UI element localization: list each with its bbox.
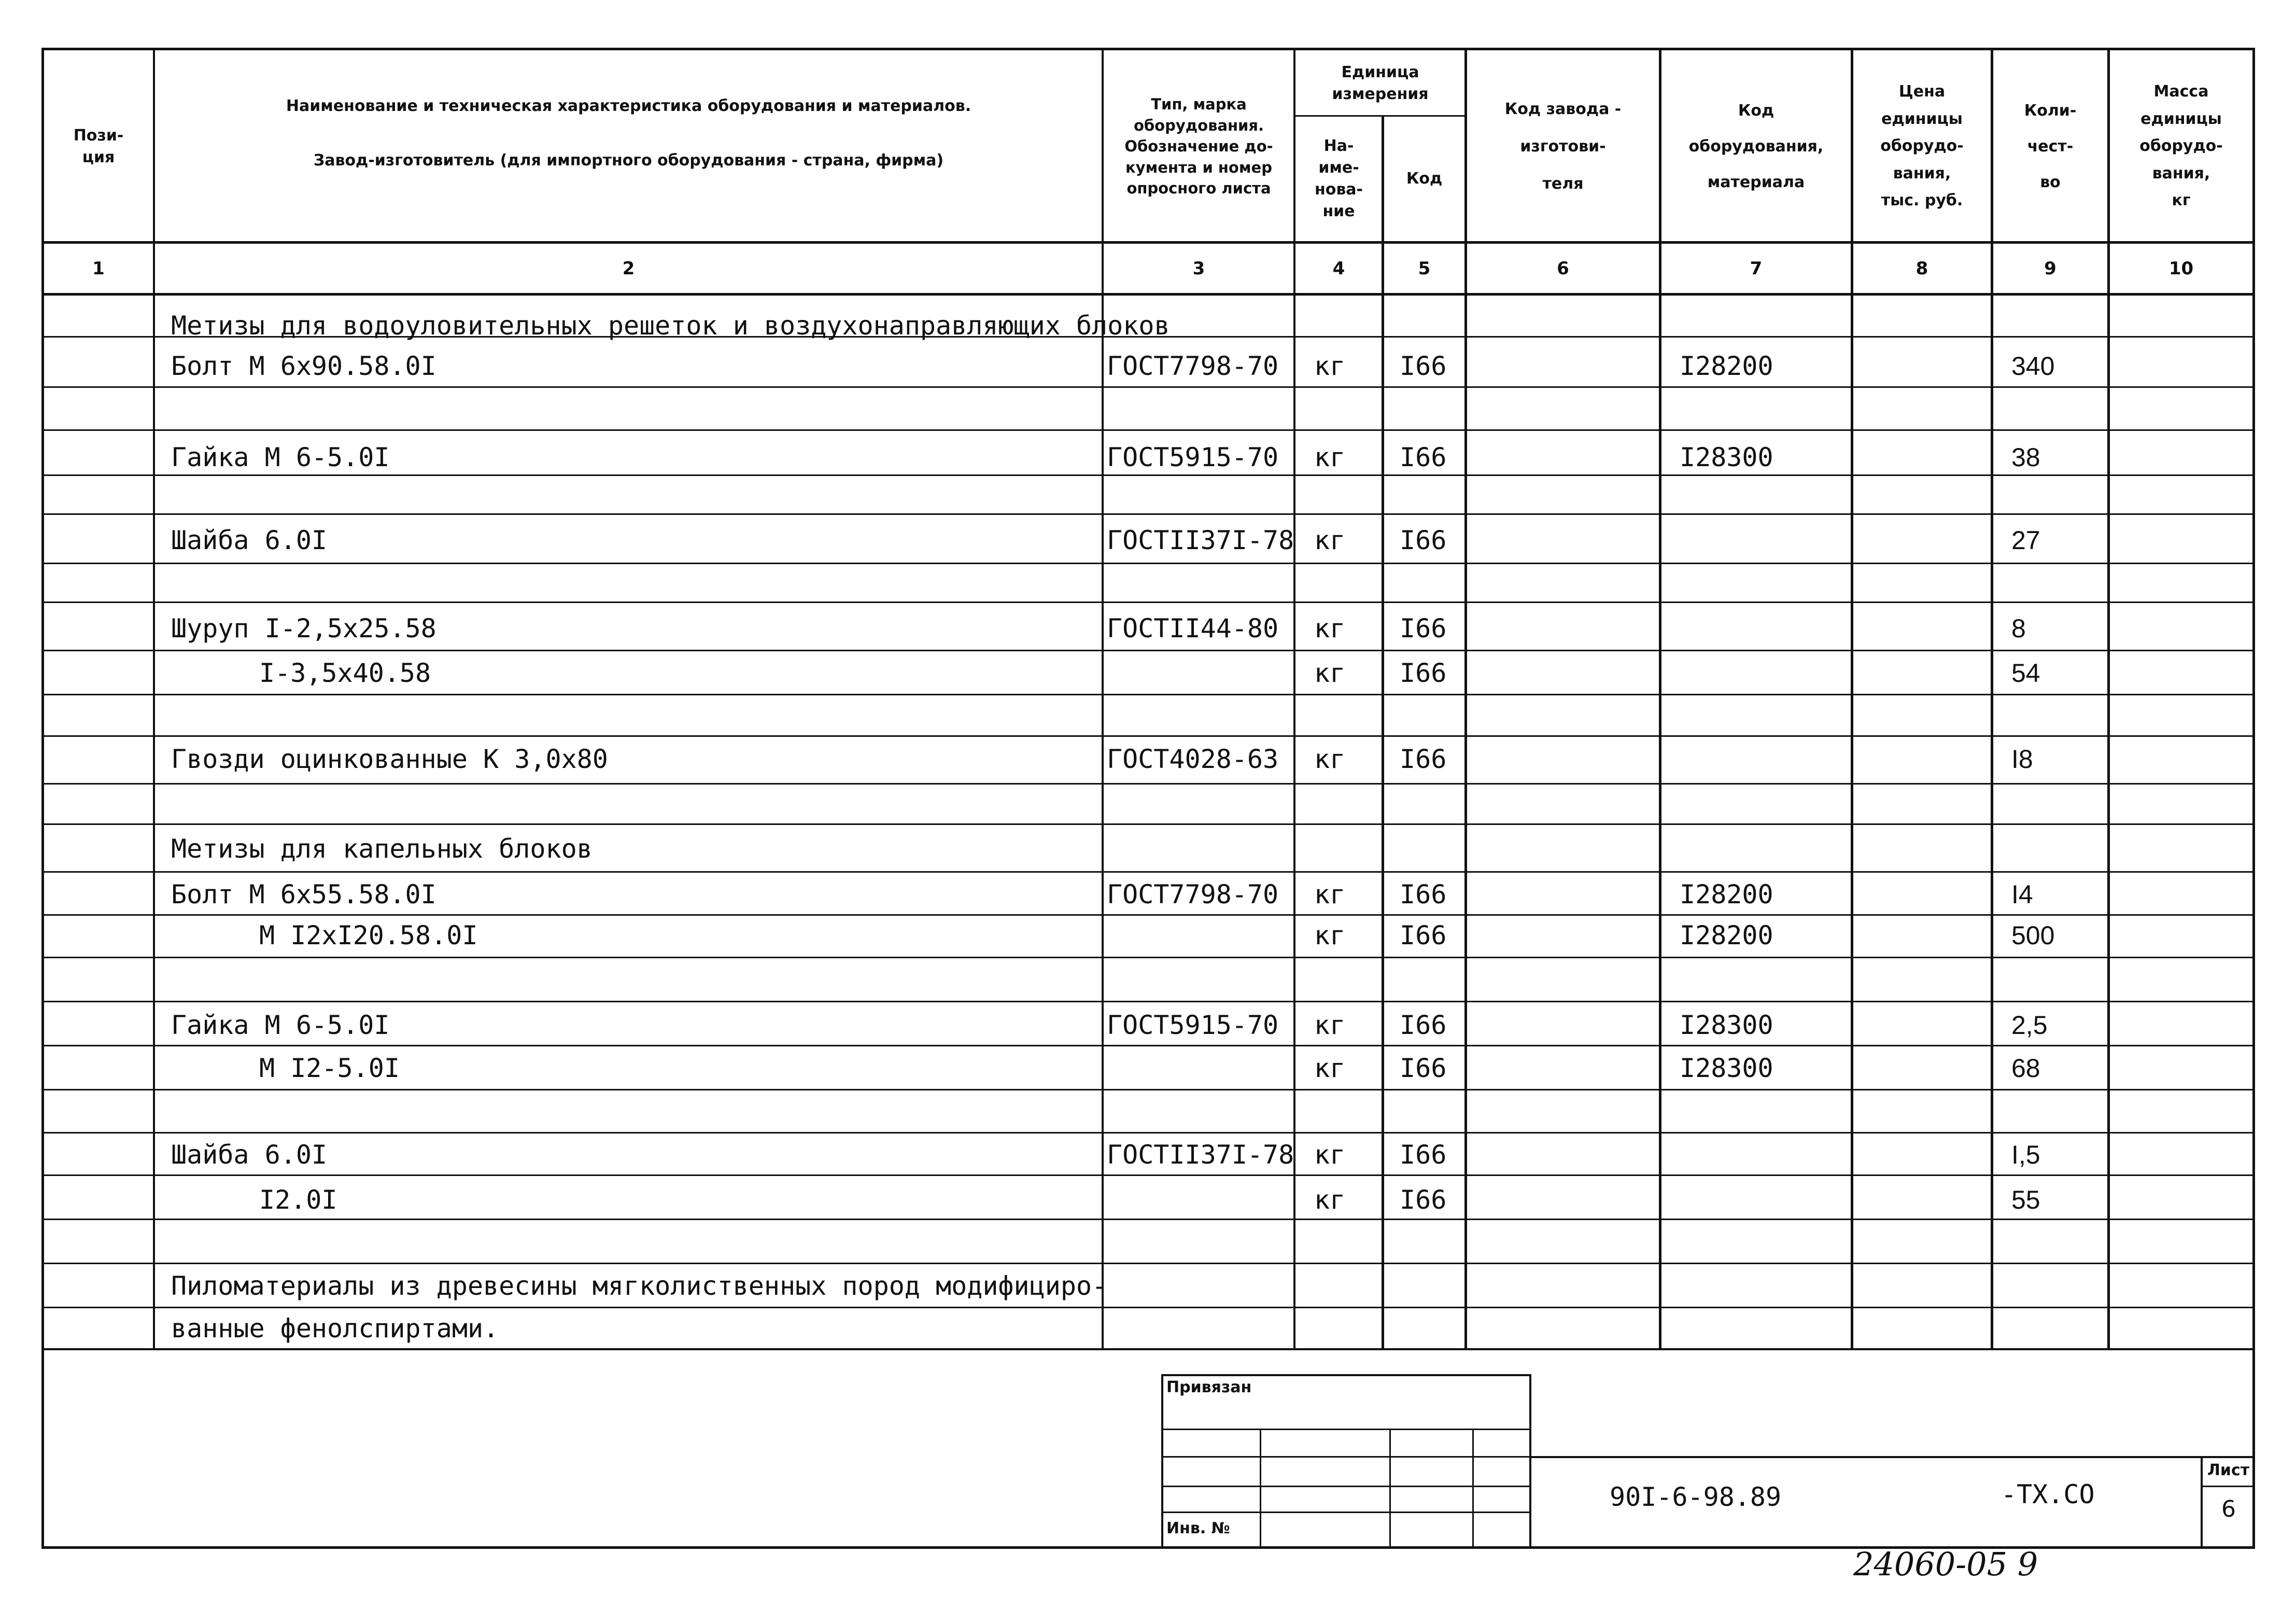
row-qty: 500 (2011, 921, 2055, 950)
sheet-label: Лист (2207, 1461, 2250, 1479)
row-qty: 38 (2011, 443, 2040, 472)
row-name: Шуруп I-2,5х25.58 (171, 613, 436, 643)
row-unit: кг (1314, 879, 1346, 910)
row-line (41, 823, 2255, 825)
sheet-number: 6 (2221, 1496, 2236, 1522)
row-name: Метизы для капельных блоков (171, 834, 593, 864)
col-sep-1 (153, 48, 155, 1348)
archive-number: 24060-05 9 (1853, 1545, 2038, 1583)
row-unit: кг (1314, 658, 1346, 688)
header-unit-name: На- име- нова- ние (1314, 137, 1363, 220)
row-qty: 8 (2011, 614, 2026, 643)
stamp-line (1529, 1456, 2255, 1458)
row-qty: 27 (2011, 526, 2040, 555)
row-line (41, 563, 2255, 564)
row-name: Гайка М 6-5.0I (171, 1010, 390, 1040)
stamp-line (1529, 1374, 1531, 1549)
row-name: I-3,5х40.58 (259, 658, 431, 688)
row-name: М I2хI20.58.0I (259, 920, 478, 950)
row-name: Гайка М 6-5.0I (171, 442, 390, 472)
stamp-line (2201, 1486, 2255, 1487)
row-unit: кг (1314, 920, 1346, 950)
row-qty: 68 (2011, 1054, 2040, 1083)
colnum-3: 3 (1192, 258, 1205, 279)
colnum-8: 8 (1915, 258, 1928, 279)
row-unit-code: I66 (1400, 442, 1447, 472)
row-line (41, 735, 2255, 737)
row-unit-code: I66 (1400, 920, 1447, 950)
row-unit-code: I66 (1400, 879, 1447, 910)
row-line (41, 1001, 2255, 1002)
row-name: М I2-5.0I (259, 1053, 400, 1083)
row-code: I28300 (1680, 442, 1773, 472)
stamp-line (1161, 1374, 1163, 1549)
document-code: 90I-6-98.89 (1610, 1482, 1782, 1512)
row-line (41, 1219, 2255, 1220)
row-unit: кг (1314, 1010, 1346, 1040)
row-unit: кг (1314, 1053, 1346, 1083)
row-unit-code: I66 (1400, 351, 1447, 381)
header-position: Пози- ция (73, 126, 124, 166)
row-unit: кг (1314, 351, 1346, 381)
colnum-1: 1 (92, 258, 105, 279)
col-sep-2 (1102, 48, 1104, 1348)
row-name: ванные фенолспиртами. (171, 1313, 499, 1344)
row-qty: I4 (2011, 880, 2033, 909)
header-price: Цена единицы оборудо- вания, тыс. руб. (1880, 82, 1964, 210)
row-qty: 2,5 (2011, 1011, 2048, 1040)
row-doc: ГОСТ4028-63 (1107, 744, 1279, 774)
row-unit-code: I66 (1400, 1140, 1447, 1170)
stamp-line (1161, 1374, 1529, 1376)
row-unit: кг (1314, 1185, 1346, 1215)
row-doc: ГОСТ5915-70 (1107, 442, 1279, 472)
header-quantity: Коли- чест- во (2024, 102, 2077, 191)
row-name: Пиломатериалы из древесины мягколиственных пород модифициро- (171, 1271, 1108, 1301)
row-name: Болт М 6х90.58.0I (171, 351, 436, 381)
header-name-line1: Наименование и техническая характеристика оборудования и материалов. (286, 97, 971, 115)
row-name: Болт М 6х55.58.0I (171, 879, 436, 910)
stamp-line (1161, 1512, 1529, 1513)
row-code: I28300 (1680, 1053, 1773, 1083)
stamp-inventory-label: Инв. № (1166, 1519, 1230, 1537)
stamp-line (1161, 1486, 1529, 1487)
header-name-line2: Завод-изготовитель (для импортного оборудования - страна, фирма) (313, 151, 944, 170)
row-name: Метизы для водоуловительных решеток и воздухонаправляющих блоков (171, 311, 1170, 341)
row-name: I2.0I (259, 1185, 337, 1215)
col-sep-4 (1382, 115, 1384, 1348)
row-code: I28200 (1680, 351, 1773, 381)
row-unit-code: I66 (1400, 744, 1447, 774)
row-unit: кг (1314, 442, 1346, 472)
row-line (41, 783, 2255, 785)
colnum-4: 4 (1332, 258, 1345, 279)
row-unit-code: I66 (1400, 1010, 1447, 1040)
row-unit-code: I66 (1400, 1185, 1447, 1215)
row-unit: кг (1314, 525, 1346, 555)
header-type: Тип, марка оборудования. Обозначение до- кумента и номер опросного листа (1124, 95, 1273, 198)
row-qty: 54 (2011, 659, 2040, 688)
row-code: I28200 (1680, 879, 1773, 910)
stamp-line (1161, 1429, 1529, 1430)
row-doc: ГОСТ5915-70 (1107, 1010, 1279, 1040)
row-code: I28200 (1680, 920, 1773, 950)
colnum-7: 7 (1750, 258, 1763, 279)
stamp-line (1389, 1429, 1391, 1549)
row-doc: ГОСТII37I-78 (1107, 1140, 1294, 1170)
row-doc: ГОСТ7798-70 (1107, 351, 1279, 381)
colnum-9: 9 (2044, 258, 2056, 279)
colnum-5: 5 (1418, 258, 1431, 279)
row-qty: I8 (2011, 745, 2033, 774)
row-name: Шайба 6.0I (171, 1140, 328, 1170)
header-unit-code: Код (1406, 170, 1443, 188)
row-qty: I,5 (2011, 1140, 2040, 1169)
header-mass: Масса единицы оборудо- вания, кг (2139, 82, 2223, 210)
row-unit-code: I66 (1400, 525, 1447, 555)
header-factory-code: Код завода - изготови- теля (1504, 100, 1622, 193)
row-unit-code: I66 (1400, 658, 1447, 688)
row-doc: ГОСТ7798-70 (1107, 879, 1279, 910)
row-code: I28300 (1680, 1010, 1773, 1040)
row-unit-code: I66 (1400, 613, 1447, 643)
colnum-10: 10 (2168, 258, 2194, 279)
row-unit: кг (1314, 1140, 1346, 1170)
header-unit-group: Единица измерения (1332, 63, 1429, 103)
document-code-suffix: -ТХ.СО (2001, 1479, 2095, 1509)
colnum-2: 2 (622, 258, 635, 279)
row-doc: ГОСТII37I-78 (1107, 525, 1294, 555)
colnum-6: 6 (1557, 258, 1569, 279)
row-qty: 340 (2011, 352, 2055, 381)
stamp-linked-label: Привязан (1166, 1378, 1252, 1396)
row-unit: кг (1314, 613, 1346, 643)
stamp-line (1472, 1429, 1474, 1549)
stamp-line (2201, 1456, 2203, 1549)
row-name: Гвозди оцинкованные К 3,0х80 (171, 744, 608, 774)
row-qty: 55 (2011, 1185, 2040, 1214)
row-unit: кг (1314, 744, 1346, 774)
row-line (41, 513, 2255, 515)
stamp-line (1161, 1456, 1529, 1458)
stamp-line (1260, 1429, 1261, 1549)
header-equipment-code: Код оборудования, материала (1688, 102, 1824, 191)
row-unit-code: I66 (1400, 1053, 1447, 1083)
row-doc: ГОСТII44-80 (1107, 613, 1279, 643)
row-line (41, 429, 2255, 431)
row-name: Шайба 6.0I (171, 525, 328, 555)
row-line (41, 601, 2255, 603)
